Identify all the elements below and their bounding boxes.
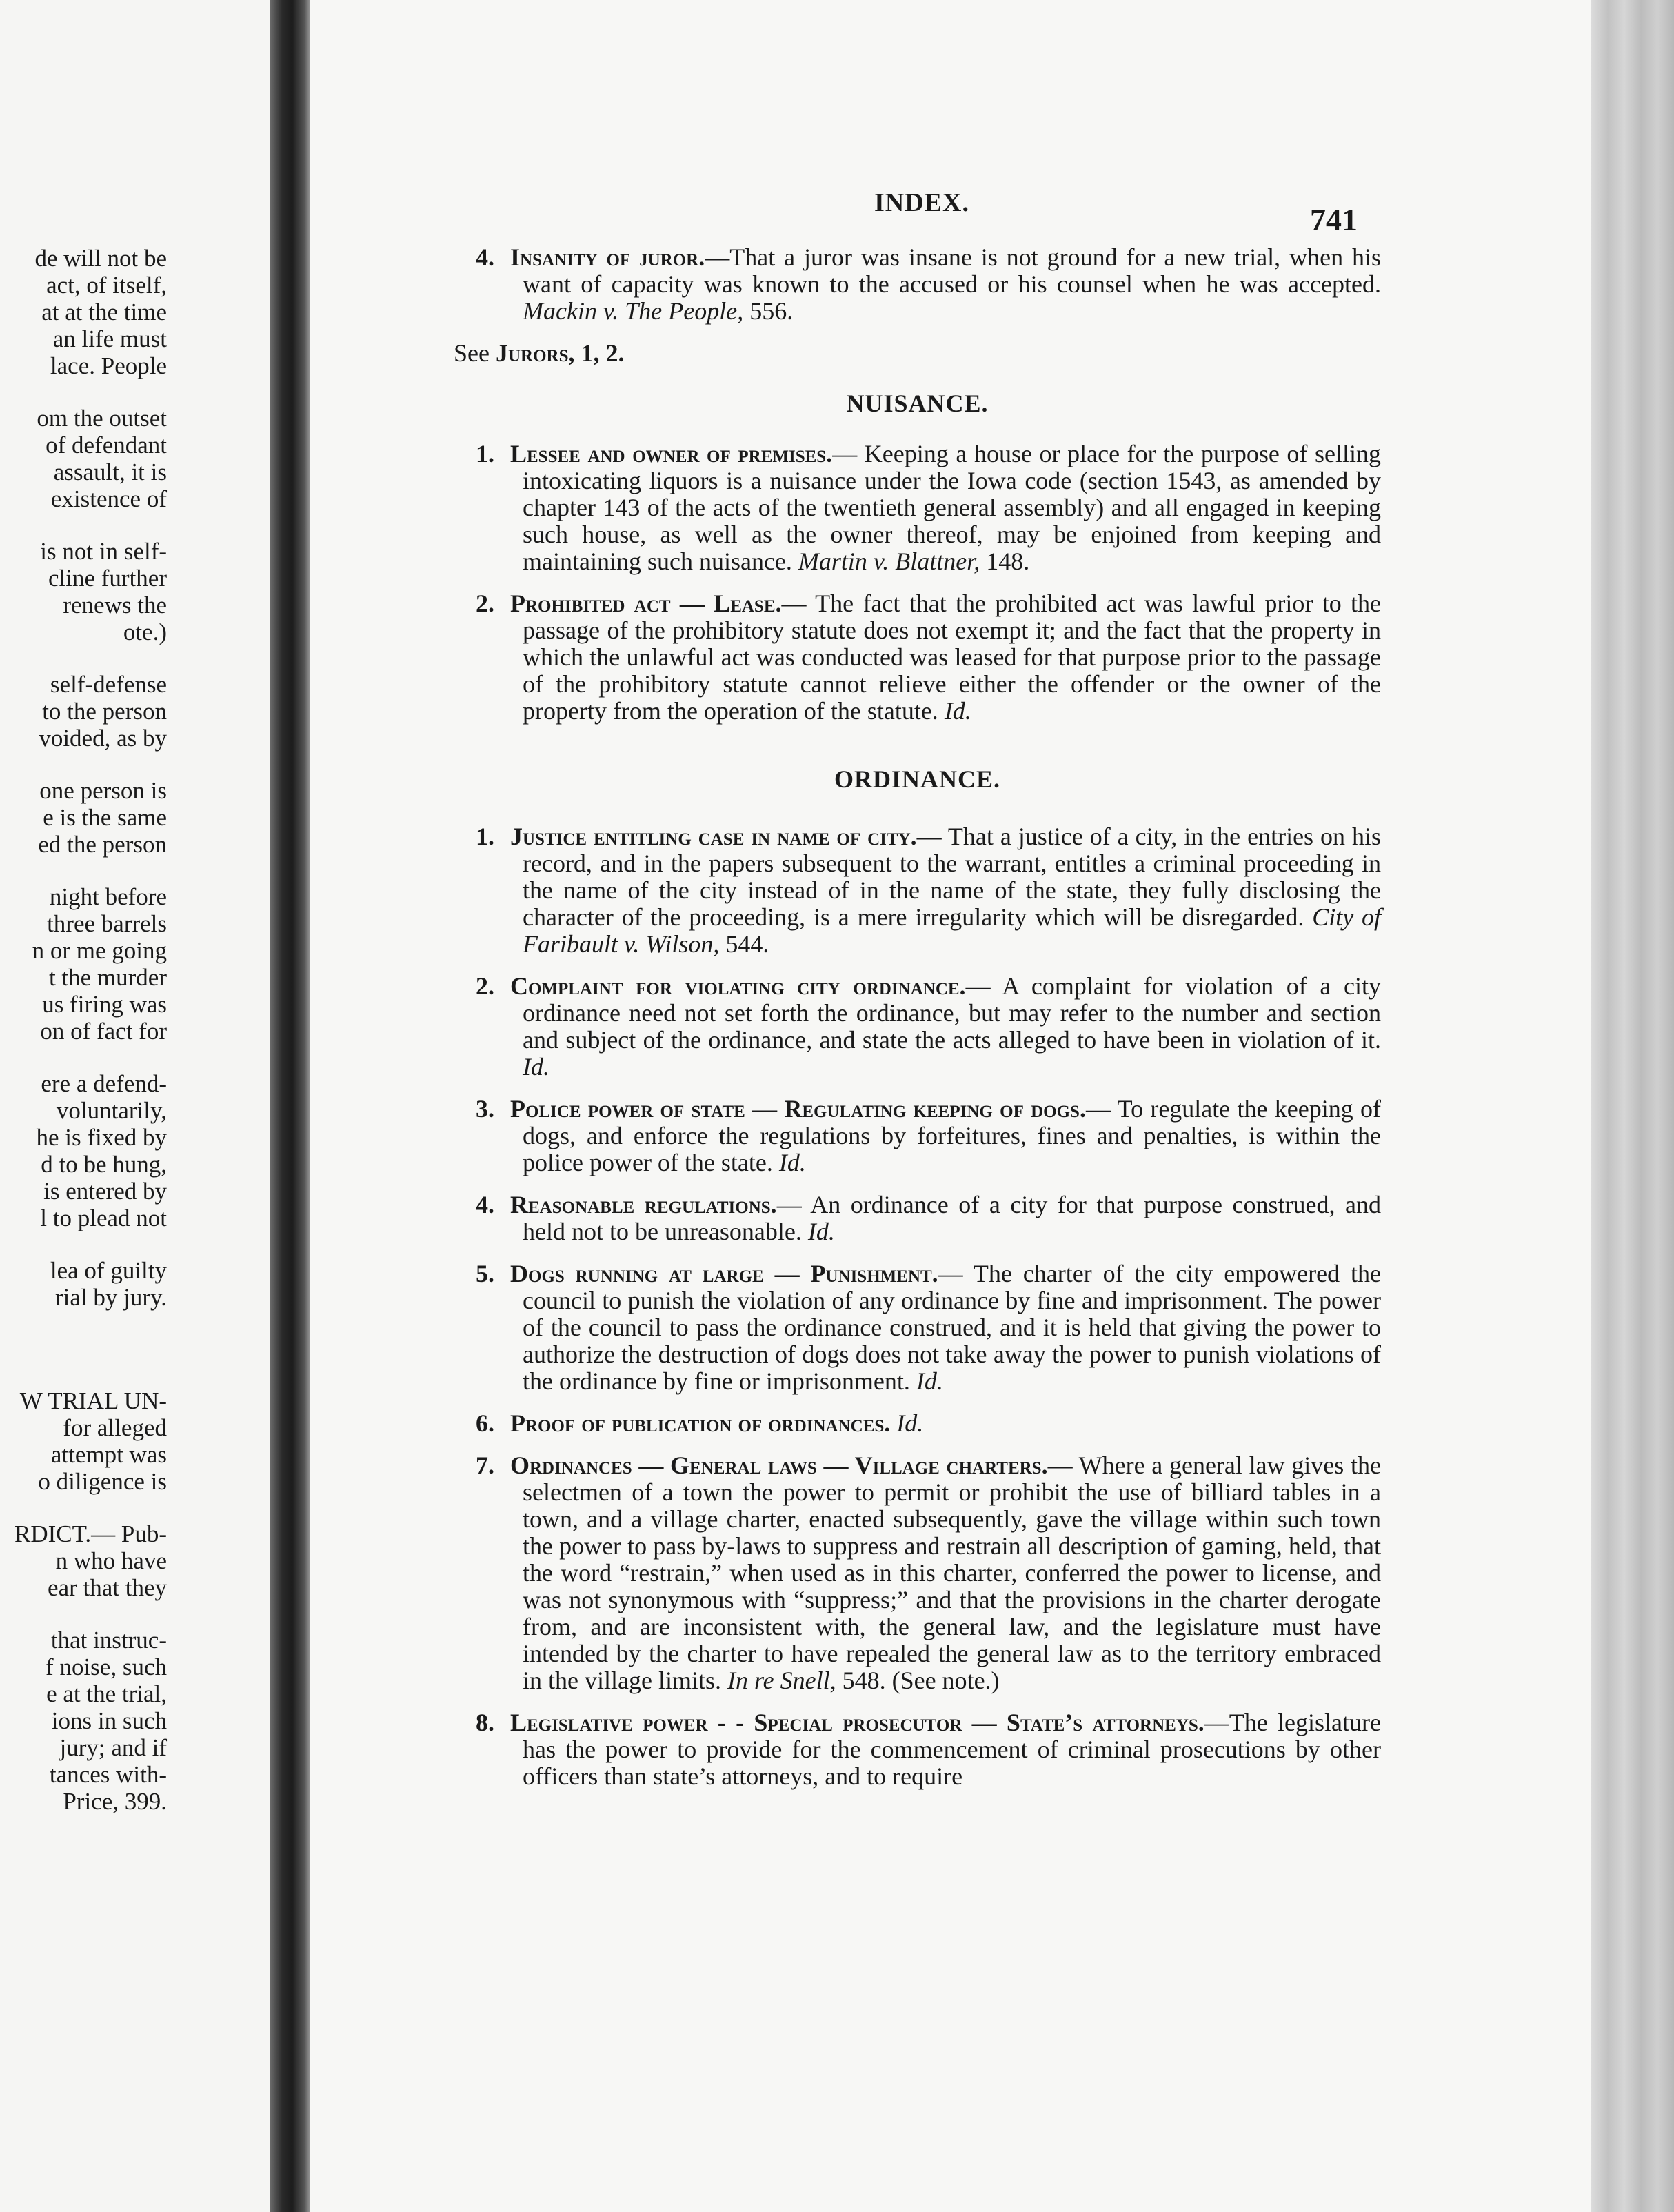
entry-heading: Lessee and owner of premises. <box>510 440 833 467</box>
index-entry <box>454 1260 1381 1395</box>
left-page-line: assault, it is <box>53 459 167 485</box>
left-page-line: om the outset <box>37 405 167 432</box>
left-page-line: us firing was <box>42 991 167 1018</box>
entry-number: 8. <box>476 1709 494 1736</box>
page-number: 741 <box>1310 202 1358 237</box>
index-entry <box>454 1096 1381 1176</box>
left-page-line: act, of itself, <box>46 272 167 299</box>
entry-heading: Proof of publication of ordinances. <box>510 1409 891 1437</box>
left-page-line: self-defense <box>50 671 167 698</box>
entry-citation: Id. <box>778 1149 806 1176</box>
left-page-line: t the murder <box>48 964 167 991</box>
left-page-line: on of fact for <box>40 1018 167 1045</box>
left-page-line: Price, 399. <box>63 1788 167 1815</box>
left-page-line: cline further <box>48 565 167 592</box>
entry-text: — The fact that the prohibited act was lawful prior to the passage of the prohibitory statute does not exempt it; and the fact that the property in which the unlawful act was conducted was leased for that purpose prior to the passage of the prohibitory statute cannot relieve either the offender or the owner of the property from the operation of the statute. <box>523 590 1382 725</box>
line-gap <box>0 1336 167 1362</box>
left-page-line: lea of guilty <box>50 1257 167 1284</box>
entry-citation: Mackin v. The People, <box>523 297 744 325</box>
left-page-line: e at the trial, <box>46 1680 167 1707</box>
index-entry <box>454 973 1381 1080</box>
entry-text: — Where a general law gives the selectmen of a town the power to permit or prohibit the use of billiard tables in a town, and a village charter, enacted subsequently, gave the village within such town the power to pass by-laws to suppress and restrain all description of gaming, held, that the word “restrain,” when used as in this charter, conferred the power to license, and was not synonymous with “suppress;” and that the provisions in the charter derogate from, and are inconsistent with, the general law, and the legislature must have intended by the charter to have repealed the general law as to the territory embraced in the village limits. <box>523 1451 1381 1694</box>
entry-number: 1. <box>476 440 494 467</box>
entry-text: — An ordinance of a city for that purpose construed, and held not to be unreasonable. <box>523 1191 1381 1245</box>
left-page-line: to the person <box>42 698 167 725</box>
line-gap <box>0 1362 167 1387</box>
entry-heading: Dogs running at large — Punishment. <box>510 1260 938 1287</box>
see-reference: Jurors, 1, 2. <box>495 339 625 367</box>
left-page-line: RDICT.— Pub- <box>14 1520 167 1547</box>
index-entry <box>454 1410 1381 1437</box>
entry-heading: Complaint for violating city ordinance. <box>510 972 966 1000</box>
line-gap <box>0 1045 167 1070</box>
line-gap <box>0 1495 167 1520</box>
left-page-line: existence of <box>50 485 167 512</box>
entry-number: 6. <box>476 1409 494 1437</box>
entry-number: 3. <box>476 1095 494 1123</box>
entry-page: 548. (See note.) <box>842 1667 1000 1694</box>
line-gap <box>0 752 167 777</box>
entry-citation: Id. <box>896 1409 924 1437</box>
entry-text: —The legislature has the power to provide for the commencement of criminal prosecutions by other officers than state’s attorneys, and to require <box>523 1709 1381 1790</box>
entry-page: 148. <box>986 547 1030 575</box>
left-page-line: ear that they <box>48 1574 167 1601</box>
entry-citation: Id. <box>916 1367 943 1395</box>
left-page-line: he is fixed by <box>36 1124 167 1151</box>
index-entry <box>454 244 1381 325</box>
entry-number: 7. <box>476 1451 494 1479</box>
left-page-line: ote.) <box>123 619 167 645</box>
entry-page: 556. <box>749 297 794 325</box>
line-gap <box>0 1231 167 1257</box>
left-page-line: n who have <box>55 1547 167 1574</box>
entry-number: 1. <box>476 823 494 850</box>
left-page-line: ions in such <box>51 1707 167 1734</box>
left-page-text <box>0 245 167 1815</box>
entry-heading: Ordinances — General laws — Village charters. <box>510 1451 1048 1479</box>
left-page-line: that instruc- <box>50 1627 167 1653</box>
entry-citation: Id. <box>944 697 971 725</box>
index-entry <box>454 1452 1381 1694</box>
entry-citation: Id. <box>807 1218 835 1245</box>
left-page-line: tances with- <box>49 1761 167 1788</box>
left-page-line: is entered by <box>43 1178 167 1205</box>
left-page-line: of defendant <box>46 432 167 459</box>
left-page-line: ere a defend- <box>41 1070 167 1097</box>
left-page-line: one person is <box>39 777 167 804</box>
entry-text: — To regulate the keeping of dogs, and enforce the regulations by forfeitures, fines and penalties, is within the police power of the state. <box>523 1095 1381 1176</box>
left-page-line: three barrels <box>47 910 167 937</box>
left-page-line: an life must <box>52 325 167 352</box>
entry-number: 4. <box>476 1191 494 1218</box>
left-page-line: ed the person <box>38 831 167 858</box>
left-page-line: voluntarily, <box>56 1097 167 1124</box>
index-entry <box>454 441 1381 575</box>
left-page-line: for alleged <box>63 1414 167 1441</box>
left-page-line: voided, as by <box>39 725 167 752</box>
left-facing-page <box>0 0 270 2212</box>
left-page-line: lace. People <box>50 352 167 379</box>
index-entry <box>454 1192 1381 1245</box>
left-page-line: e is the same <box>43 804 167 831</box>
entry-heading: Reasonable regulations. <box>510 1191 777 1218</box>
left-page-line: l to plead not <box>40 1205 167 1231</box>
entry-number: 4. <box>476 243 494 271</box>
entry-text: — That a justice of a city, in the entries on his record, and in the papers subsequent to the warrant, entitles a criminal proceeding in the name of the city instead of in the name of the state, they fully disclosing the character of the proceeding, is a mere irregularity which will be disregarded. <box>523 823 1381 931</box>
left-page-line: night before <box>49 883 167 910</box>
section-title: ORDINANCE. <box>834 765 1000 793</box>
left-page-line: W TRIAL UN- <box>19 1387 167 1414</box>
entry-text: — Keeping a house or place for the purpose of selling intoxicating liquors is a nuisance under the Iowa code (section 1543, as amended by chapter 143 of the acts of the twentieth general assembly) and all engaged in keeping such house, as well as the owner thereof, may be enjoined from keeping and maintaining such nuisance. <box>523 440 1382 575</box>
entry-heading: Prohibited act — Lease. <box>510 590 782 617</box>
book-gutter <box>270 0 310 2212</box>
line-gap <box>0 379 167 405</box>
entry-number: 2. <box>476 972 494 1000</box>
entry-number: 2. <box>476 590 494 617</box>
entry-text: — The charter of the city empowered the council to punish the violation of any ordinance by fine and imprisonment. The power of the council to pass the ordinance construed, and it is held that giving the power to authorize the destruction of dogs does not take away the power to punish violations of the ordinance by fine or imprisonment. <box>523 1260 1381 1395</box>
index-entry <box>454 823 1381 958</box>
entry-citation: Martin v. Blattner, <box>798 547 980 575</box>
running-head: INDEX. <box>874 188 969 217</box>
see-prefix: See <box>454 339 490 367</box>
index-entry <box>454 1709 1381 1790</box>
entry-citation: Id. <box>523 1053 549 1080</box>
entry-heading: Legislative power - - Special prosecutor — State’s attorneys. <box>510 1709 1204 1736</box>
line-gap <box>0 858 167 883</box>
left-page-line: d to be hung, <box>41 1151 167 1178</box>
left-page-line: n or me going <box>32 937 167 964</box>
line-gap <box>0 1601 167 1627</box>
left-page-line: de will not be <box>34 245 167 272</box>
left-page-line: at at the time <box>41 299 167 325</box>
section-title: NUISANCE. <box>846 390 989 417</box>
entry-heading: Justice entitling case in name of city. <box>510 823 917 850</box>
entry-text: — A complaint for violation of a city ordinance need not set forth the ordinance, but may refer to the number and section and subject of the ordinance, and state the acts alleged to have been in violation of it. <box>523 972 1381 1054</box>
entry-heading: Police power of state — Regulating keeping of dogs. <box>510 1095 1086 1123</box>
index-entry <box>454 590 1381 725</box>
left-page-line: jury; and if <box>59 1734 167 1761</box>
entry-citation: City of Faribault v. Wilson, <box>523 903 1382 958</box>
line-gap <box>0 1311 167 1336</box>
entry-citation: In re Snell, <box>727 1667 836 1694</box>
see-also <box>454 340 1381 367</box>
left-page-line: f noise, such <box>46 1653 167 1680</box>
index-sections <box>454 390 1381 1790</box>
left-page-line: rial by jury. <box>55 1284 167 1311</box>
left-page-line: attempt was <box>50 1441 167 1468</box>
entry-heading: Insanity of juror. <box>510 243 705 271</box>
left-page-line: is not in self- <box>40 538 167 565</box>
line-gap <box>0 645 167 671</box>
left-page-line: renews the <box>63 592 167 619</box>
entry-page: 544. <box>725 930 769 958</box>
entry-text: —That a juror was insane is not ground for a new trial, when his want of capacity was known to the accused or his counsel when he was accepted. <box>523 243 1382 298</box>
entry-number: 5. <box>476 1260 494 1287</box>
page-edge <box>1591 0 1674 2212</box>
left-page-line: o diligence is <box>38 1468 167 1495</box>
index-content <box>454 244 1381 1805</box>
line-gap <box>0 512 167 538</box>
